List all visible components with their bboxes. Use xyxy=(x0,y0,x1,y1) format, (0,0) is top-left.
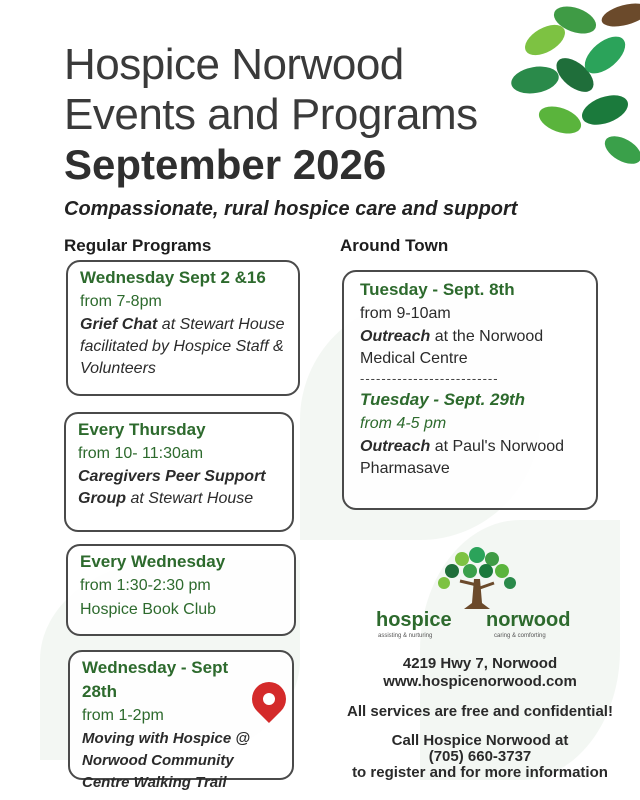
program-card-caregivers xyxy=(64,412,294,532)
program-description xyxy=(82,728,252,794)
free-services-notice: All services are free and confidential! xyxy=(347,703,613,720)
tagline: Compassionate, rural hospice care and support xyxy=(64,198,518,220)
logo-subtitle-right: caring & comforting xyxy=(494,633,546,639)
outreach-location: at the Norwood Medical Centre xyxy=(360,328,544,367)
logo-word-hospice: hospice xyxy=(376,609,452,631)
outreach-name: Outreach xyxy=(360,438,431,455)
address: 4219 Hwy 7, Norwood xyxy=(402,655,558,672)
program-name: Grief Chat xyxy=(80,316,158,333)
outreach-description xyxy=(360,436,580,480)
hospice-norwood-logo xyxy=(372,545,582,645)
program-name: Moving with Hospice @ Norwood Community Centre Walking Trail xyxy=(82,730,250,791)
program-description xyxy=(80,314,286,380)
call-text: Call Hospice Norwood at xyxy=(391,732,569,749)
regular-programs-heading: Regular Programs xyxy=(64,236,212,255)
leaf-cluster-decoration xyxy=(505,0,640,180)
title-month: September 2026 xyxy=(64,141,387,188)
program-location: at Stewart House facilitated by Hospice Staff & Volunteers xyxy=(80,316,285,377)
program-time: from 1:30-2:30 pm xyxy=(80,577,211,594)
program-description xyxy=(78,466,280,510)
program-time: from 1-2pm xyxy=(82,707,164,724)
program-date: Wednesday - Sept 28th xyxy=(82,658,229,701)
program-date: Wednesday Sept 2 &16 xyxy=(80,268,266,287)
program-time: from 10- 11:30am xyxy=(78,445,204,462)
title-line-2: Events and Programs xyxy=(64,90,478,139)
around-town-heading: Around Town xyxy=(340,236,449,255)
around-town-card xyxy=(342,270,598,510)
program-name: Caregivers Peer Support Group xyxy=(78,468,266,507)
register-text: to register and for more information xyxy=(352,764,608,781)
outreach-description xyxy=(360,326,580,370)
website-link[interactable]: www.hospicenorwood.com xyxy=(383,673,577,690)
tree-logo-icon xyxy=(432,545,522,611)
outreach-name: Outreach xyxy=(360,328,431,345)
title-line-1: Hospice Norwood xyxy=(64,40,404,89)
page-title xyxy=(64,40,478,190)
outreach-location: at Paul's Norwood Pharmasave xyxy=(360,438,565,477)
program-card-book-club xyxy=(66,544,296,636)
divider: -------------------------- xyxy=(360,371,499,386)
outreach-date: Tuesday - Sept. 29th xyxy=(360,390,526,409)
program-card-grief-chat xyxy=(66,260,300,396)
program-date: Every Thursday xyxy=(78,420,206,439)
outreach-date: Tuesday - Sept. 8th xyxy=(360,280,515,299)
outreach-time: from 9-10am xyxy=(360,305,451,322)
program-date: Every Wednesday xyxy=(80,552,226,571)
program-time: from 7-8pm xyxy=(80,293,162,310)
program-location: at Stewart House xyxy=(126,490,254,507)
logo-subtitle-left: assisting & nurturing xyxy=(378,633,433,639)
logo-word-norwood: norwood xyxy=(486,609,571,631)
outreach-time: from 4-5 pm xyxy=(360,415,447,432)
program-name: Hospice Book Club xyxy=(80,601,217,618)
phone-number[interactable]: (705) 660-3737 xyxy=(428,748,532,765)
